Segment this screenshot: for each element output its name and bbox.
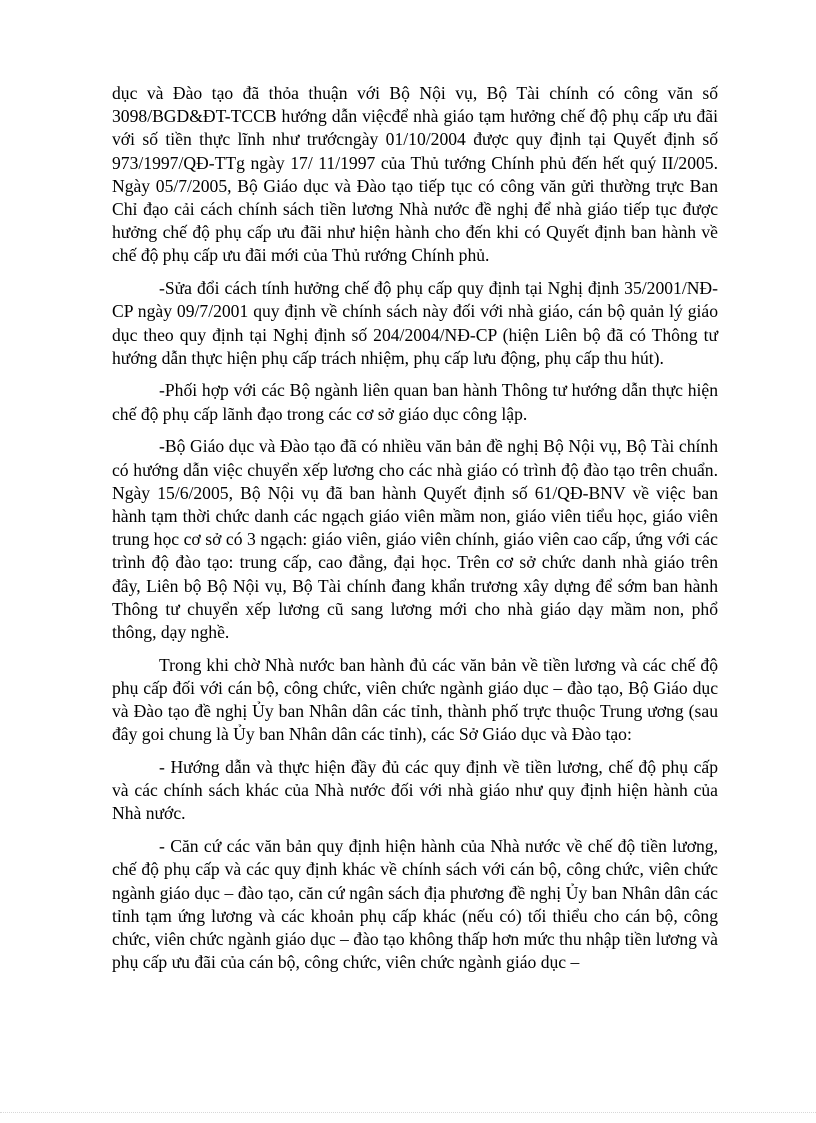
paragraph-6: - Hướng dẫn và thực hiện đầy đủ các quy định về tiền lương, chế độ phụ cấp và các chính sách khác của Nhà nước đối với nhà giáo như quy định hiện hành của Nhà nước.	[112, 756, 718, 824]
paragraph-4: -Bộ Giáo dục và Đào tạo đã có nhiều văn bản đề nghị Bộ Nội vụ, Bộ Tài chính có hướng dẫn việc chuyển xếp lương cho các nhà giáo có trình độ đào tạo trên chuẩn. Ngày 15/6/2005, Bộ Nội vụ đã ban hành Quyết định số 61/QĐ-BNV về việc ban hành tạm thời chức danh các ngạch giáo viên mầm non, giáo viên tiểu học, giáo viên trung học cơ sở có 3 ngạch: giáo viên, giáo viên chính, giáo viên cao cấp, ứng với các trình độ đào tạo: trung cấp, cao đẳng, đại học. Trên cơ sở chức danh nhà giáo trên đây, Liên bộ Bộ Nội vụ, Bộ Tài chính đang khẩn trương xây dựng để sớm ban hành Thông tư chuyển xếp lương cũ sang lương mới cho nhà giáo dạy mầm non, phổ thông, dạy nghề.	[112, 436, 718, 642]
paragraph-7: - Căn cứ các văn bản quy định hiện hành của Nhà nước về chế độ tiền lương, chế độ phụ cấp và các quy định khác về chính sách với cán bộ, công chức, viên chức ngành giáo dục – đào tạo, căn cứ ngân sách địa phương đề nghị Ủy ban Nhân dân các tỉnh tạm ứng lương và các khoản phụ cấp khác (nếu có) tối thiểu cho cán bộ, công chức, viên chức ngành giáo dục – đào tạo không thấp hơn mức thu nhập tiền lương và phụ cấp ưu đãi của cán bộ, công chức, viên chức ngành giáo dục –	[112, 836, 718, 973]
page-bottom-divider	[0, 1112, 816, 1113]
paragraph-5: Trong khi chờ Nhà nước ban hành đủ các văn bản về tiền lương và các chế độ phụ cấp đối với cán bộ, công chức, viên chức ngành giáo dục – đào tạo, Bộ Giáo dục và Đào tạo đề nghị Ủy ban Nhân dân các tỉnh, thành phố trực thuộc Trung ương (sau đây goi chung là Ủy ban Nhân dân các tỉnh), các Sở Giáo dục và Đào tạo:	[112, 654, 718, 745]
document-page	[112, 82, 718, 984]
paragraph-3: -Phối hợp với các Bộ ngành liên quan ban hành Thông tư hướng dẫn thực hiện chế độ phụ cấp lãnh đạo trong các cơ sở giáo dục công lập.	[112, 380, 718, 424]
paragraph-1: dục và Đào tạo đã thỏa thuận với Bộ Nội vụ, Bộ Tài chính có công văn số 3098/BGD&ĐT-TCCB hướng dẫn việcđể nhà giáo tạm hưởng chế độ phụ cấp ưu đãi với số tiền thực lĩnh như trướcngày 01/10/2004 được quy định tại Quyết định số 973/1997/QĐ-TTg ngày 17/ 11/1997 của Thủ tướng Chính phủ đến hết quý II/2005. Ngày 05/7/2005, Bộ Giáo dục và Đào tạo tiếp tục có công văn gửi thường trực Ban Chỉ đạo cải cách chính sách tiền lương Nhà nước đề nghị để nhà giáo tiếp tục được hưởng chế độ phụ cấp ưu đãi như hiện hành cho đến khi có Quyết định ban hành về chế độ phụ cấp ưu đãi mới của Thủ rướng Chính phủ.	[112, 83, 718, 266]
paragraph-2: -Sửa đổi cách tính hưởng chế độ phụ cấp quy định tại Nghị định 35/2001/NĐ-CP ngày 09/7/2001 quy định về chính sách này đối với nhà giáo, cán bộ quản lý giáo dục theo quy định tại Nghị định số 204/2004/NĐ-CP (hiện Liên bộ đã có Thông tư hướng dẫn thực hiện phụ cấp trách nhiệm, phụ cấp lưu động, phụ cấp thu hút).	[112, 278, 718, 368]
